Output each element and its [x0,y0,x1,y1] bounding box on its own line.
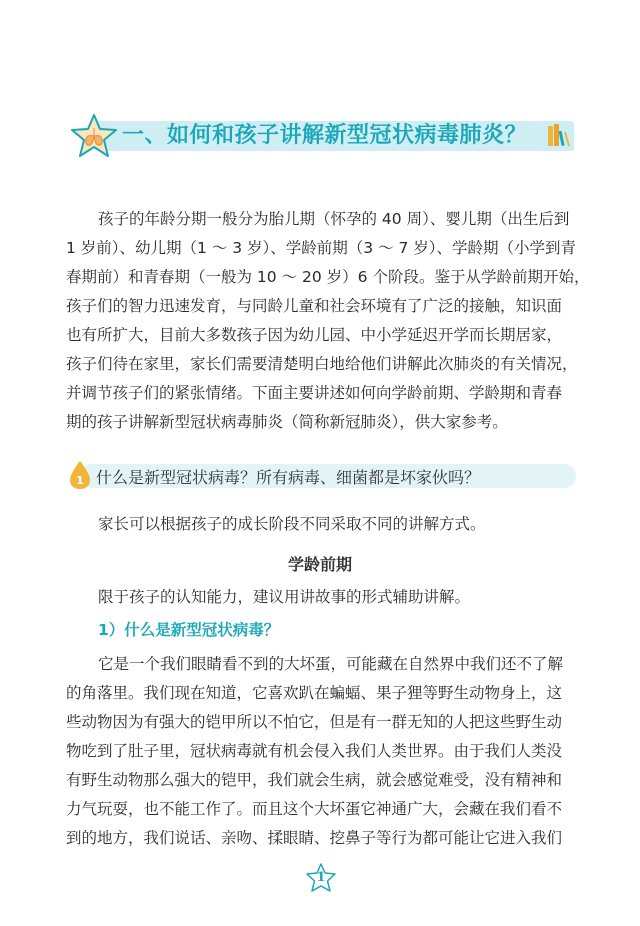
intro-paragraph [66,205,590,437]
story-line: 到的地方，我们说话、亲吻、揉眼睛、挖鼻子等行为都可能让它进入我们 [66,829,563,847]
question-text: 什么是新型冠状病毒？所有病毒、细菌都是坏家伙吗？ [96,468,481,487]
intro-line: 期的孩子讲解新型冠状病毒肺炎（简称新冠肺炎），供大家参考。 [66,413,508,431]
story-line: 些动物因为有强大的铠甲所以不怕它，但是有一群无知的人把这些野生动 [66,713,563,731]
paragraph-text: 家长可以根据孩子的成长阶段不同采取不同的讲解方式。 [98,515,486,533]
intro-line: 孩子们待在家里，家长们需要清楚明白地给他们讲解此次肺炎的有关情况， [66,355,578,373]
lungs-star-icon [66,112,122,162]
paragraph [66,510,576,539]
story-line: 力气玩耍，也不能工作了。而且这个大坏蛋它神通广大，会藏在我们看不 [66,800,563,818]
story-line: 它是一个我们眼睛看不到的大坏蛋，可能藏在自然界中我们还不了解 [98,655,564,673]
intro-line: 并调节孩子们的紧张情绪。下面主要讲述如何向学龄前期、学龄期和青春 [66,384,563,402]
subheading: 学龄前期 [287,555,352,574]
story-line: 物吃到了肚子里，冠状病毒就有机会侵入我们人类世界。由于我们人类没 [66,742,563,760]
story-paragraph [66,650,576,853]
intro-line: 春期前）和青春期（一般为 10 ～ 20 岁）6 个阶段。鉴于从学龄前期开始， [66,268,590,286]
numbered-question: 1）什么是新型冠状病毒？ [98,621,280,639]
section-title: 一、如何和孩子讲解新型冠状病毒肺炎？ [122,123,528,148]
intro-line: 孩子的年龄分期一般分为胎儿期（怀孕的 40 周）、婴儿期（出生后到 [98,210,570,228]
paragraph-text: 限于孩子的认知能力，建议用讲故事的形式辅助讲解。 [98,588,471,606]
books-icon [546,122,570,148]
page-number: 1 [316,870,326,885]
intro-line: 孩子们的智力迅速发育，与同龄儿童和社会环境有了广泛的接触，知识面 [66,297,563,315]
story-line: 的角落里。我们现在知道，它喜欢趴在蝙蝠、果子狸等野生动物身上，这 [66,684,563,702]
question-number: 1 [76,474,84,487]
intro-line: 1 岁前）、幼儿期（1 ～ 3 岁）、学龄前期（3 ～ 7 岁）、学龄期（小学到青 [66,239,577,257]
droplet-number-icon [66,459,94,491]
story-line: 有野生动物那么强大的铠甲，我们就会生病，就会感觉难受，没有精神和 [66,771,563,789]
section-header [66,112,576,160]
question-heading [66,459,576,491]
intro-line: 也有所扩大，目前大多数孩子因为幼儿园、中小学延迟开学而长期居家， [66,326,563,344]
page-number-badge [305,862,337,894]
paragraph [66,583,576,612]
